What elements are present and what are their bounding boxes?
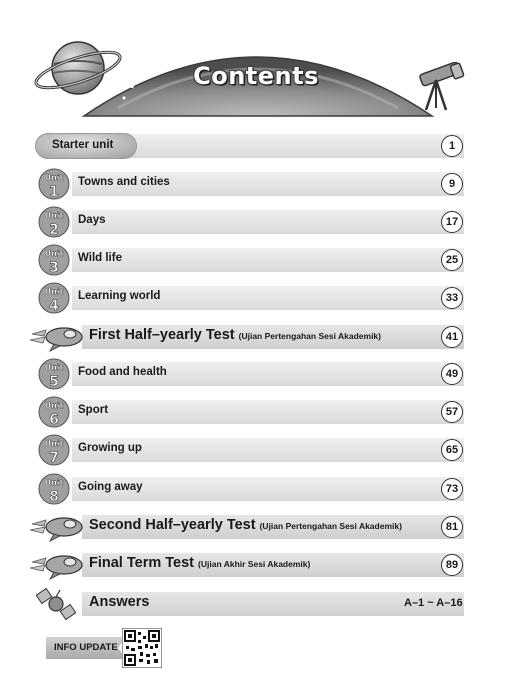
page-number: 17 xyxy=(441,211,463,233)
unit-title: Going away xyxy=(78,481,143,493)
page-number: 41 xyxy=(441,326,463,348)
unit-word: Unit xyxy=(44,211,64,220)
page-number: 57 xyxy=(441,401,463,423)
unit-badge-icon xyxy=(38,168,70,200)
unit-title: Food and health xyxy=(78,366,167,378)
row-bar xyxy=(72,248,464,272)
info-update-label: INFO UPDATE xyxy=(54,642,118,653)
rocket-icon xyxy=(30,512,86,542)
page-number: 9 xyxy=(441,173,463,195)
toc-row-starter[interactable] xyxy=(0,129,512,163)
unit-title: Towns and cities xyxy=(78,176,170,188)
test-title: Final Term Test xyxy=(89,555,195,571)
test-subtitle: (Ujian Pertengahan Sesi Akademik) xyxy=(238,331,381,341)
unit-word: Unit xyxy=(44,401,64,410)
unit-word: Unit xyxy=(44,249,64,258)
toc-row-unit-6[interactable] xyxy=(0,395,512,429)
unit-word: Unit xyxy=(44,173,64,182)
unit-word: Unit xyxy=(44,439,64,448)
info-update[interactable] xyxy=(46,628,176,668)
rocket-icon xyxy=(30,550,86,580)
toc-row-unit-3[interactable] xyxy=(0,243,512,277)
toc-row-unit-1[interactable] xyxy=(0,167,512,201)
unit-badge-icon xyxy=(38,473,70,505)
unit-number: 5 xyxy=(49,374,59,390)
unit-badge-icon xyxy=(38,434,70,466)
unit-title: Sport xyxy=(78,404,109,416)
test-subtitle: (Ujian Pertengahan Sesi Akademik) xyxy=(259,521,402,531)
test-subtitle: (Ujian Akhir Sesi Akademik) xyxy=(198,559,311,569)
answers-title: Answers xyxy=(89,594,150,610)
page-number: 49 xyxy=(441,363,463,385)
starter-label: Starter unit xyxy=(52,139,114,151)
page-number: 1 xyxy=(441,135,463,157)
test-title: Second Half–yearly Test xyxy=(89,517,256,533)
unit-word: Unit xyxy=(44,363,64,372)
toc-row-test-2[interactable] xyxy=(0,510,512,544)
unit-number: 8 xyxy=(49,489,59,505)
test-title: First Half–yearly Test xyxy=(89,327,235,343)
rocket-icon xyxy=(30,322,86,352)
row-bar xyxy=(72,400,464,424)
answers-range: A–1 ~ A–16 xyxy=(404,597,463,609)
unit-number: 6 xyxy=(49,412,59,428)
qr-code-icon[interactable] xyxy=(122,628,162,668)
test-title-line xyxy=(89,327,381,343)
toc-row-unit-5[interactable] xyxy=(0,357,512,391)
toc-row-unit-8[interactable] xyxy=(0,472,512,506)
unit-number: 7 xyxy=(49,450,59,466)
header-banner xyxy=(0,0,512,120)
unit-number: 1 xyxy=(49,184,59,200)
toc-row-unit-2[interactable] xyxy=(0,205,512,239)
page-title: Contents xyxy=(193,62,319,90)
unit-badge-icon xyxy=(38,282,70,314)
unit-badge-icon xyxy=(38,206,70,238)
unit-badge-icon xyxy=(38,396,70,428)
toc-row-test-3[interactable] xyxy=(0,548,512,582)
toc-row-answers[interactable] xyxy=(0,587,512,621)
unit-number: 4 xyxy=(49,298,59,314)
unit-word: Unit xyxy=(44,478,64,487)
unit-number: 3 xyxy=(49,260,59,276)
unit-badge-icon xyxy=(38,244,70,276)
unit-word: Unit xyxy=(44,287,64,296)
page-number: 25 xyxy=(441,249,463,271)
unit-title: Learning world xyxy=(78,290,161,302)
unit-title: Growing up xyxy=(78,442,142,454)
unit-number: 2 xyxy=(49,222,59,238)
toc-row-unit-4[interactable] xyxy=(0,281,512,315)
page-number: 89 xyxy=(441,554,463,576)
test-title-line xyxy=(89,555,310,571)
test-title-line xyxy=(89,517,402,533)
toc-row-unit-7[interactable] xyxy=(0,433,512,467)
page-number: 73 xyxy=(441,478,463,500)
page-number: 33 xyxy=(441,287,463,309)
unit-title: Wild life xyxy=(78,252,122,264)
unit-title: Days xyxy=(78,214,106,226)
toc-row-test-1[interactable] xyxy=(0,320,512,354)
page-number: 81 xyxy=(441,516,463,538)
unit-badge-icon xyxy=(38,358,70,390)
page-number: 65 xyxy=(441,439,463,461)
row-bar xyxy=(72,210,464,234)
satellite-icon xyxy=(36,587,76,621)
